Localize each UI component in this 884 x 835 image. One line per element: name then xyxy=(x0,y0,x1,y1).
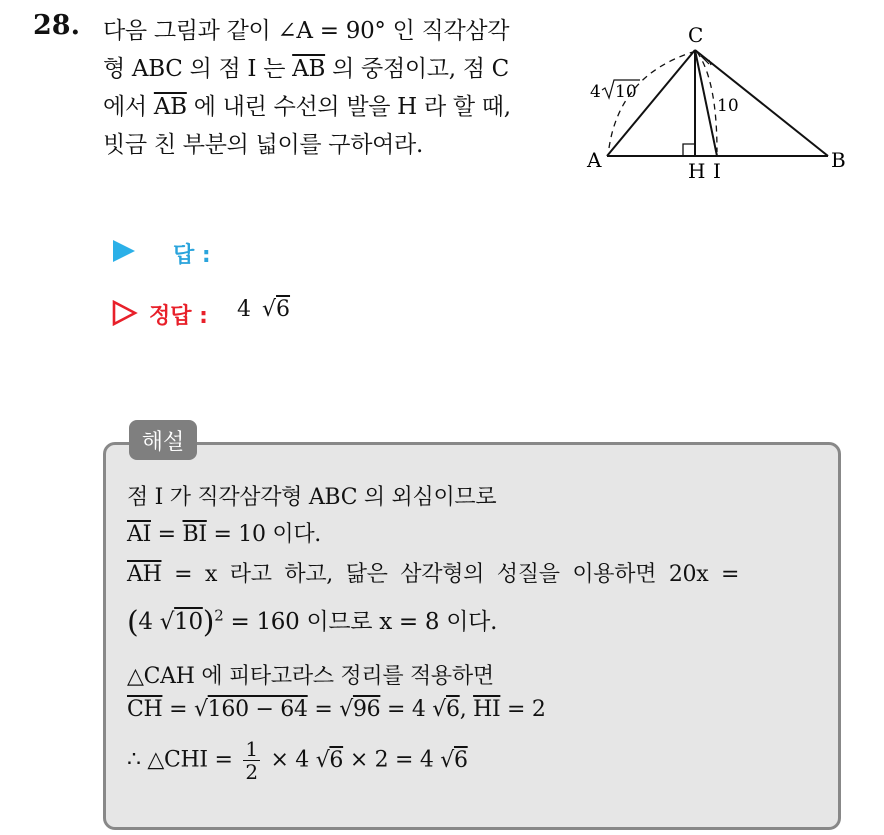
side-ac-length xyxy=(590,80,640,102)
play-arrow-icon xyxy=(112,239,136,267)
correct-answer-value: 4 √6 xyxy=(237,297,291,322)
label-c: C xyxy=(688,23,704,47)
problem-line-4: 빗금 친 부분의 넓이를 구하여라. xyxy=(103,132,423,158)
solution-line-7: ∴ △CHI = $\frac{1}{2}$ × 4 √6 × 2 = 4 √6 xyxy=(127,737,468,784)
solution-line-4: (4 √10)$^2$ = 160 이므로 x = 8 이다. xyxy=(127,605,498,640)
svg-text:4: 4 xyxy=(590,82,601,102)
problem-number: 28. xyxy=(33,10,80,41)
label-h: H xyxy=(688,159,706,180)
correct-answer-label: 정답 : xyxy=(149,304,208,329)
solution-line-6: $\overline{CH} = √160 - 64 = √96 = 4$ √6, $\overline{HI} = 2$ xyxy=(127,697,546,722)
label-b: B xyxy=(831,148,846,172)
problem-line-2: 형 ABC 의 점 I 는 $\overline{AB}$ 의 중점이고, 점 C xyxy=(103,56,509,82)
solution-line-5: △CAH 에 피타고라스 정리를 적용하면 xyxy=(127,664,494,689)
triangle-figure xyxy=(585,20,855,180)
solution-line-2: $\overline{AI} = \overline{BI} = 10$ 이다. xyxy=(127,522,321,547)
problem-line-3: 에서 $\overline{AB}$ 에 내린 수선의 발을 H 라 할 때, xyxy=(103,94,511,120)
outline-arrow-icon xyxy=(112,300,138,330)
segment-ab: $\overline{AB}$ xyxy=(153,94,187,120)
segment-ab: $\overline{AB}$ xyxy=(292,56,326,82)
svg-text:10: 10 xyxy=(615,82,637,102)
answer-blank-label: 답 : xyxy=(173,243,211,268)
solution-line-1: 점 I 가 직각삼각형 ABC 의 외심이므로 xyxy=(127,485,497,510)
label-a: A xyxy=(587,148,602,172)
label-i: I xyxy=(713,159,721,180)
side-ci-length: 10 xyxy=(717,96,739,116)
fraction-one-half: $\frac{1}{2}$ xyxy=(245,737,258,784)
solution-line-3: $\overline{AH} = x$ 라고 하고, 닮은 삼각형의 성질을 이용하면 20x = xyxy=(127,562,740,587)
problem-line-1: 다음 그림과 같이 ∠A = 90° 인 직각삼각 xyxy=(103,18,510,44)
solution-tag: 해설 xyxy=(129,420,197,460)
